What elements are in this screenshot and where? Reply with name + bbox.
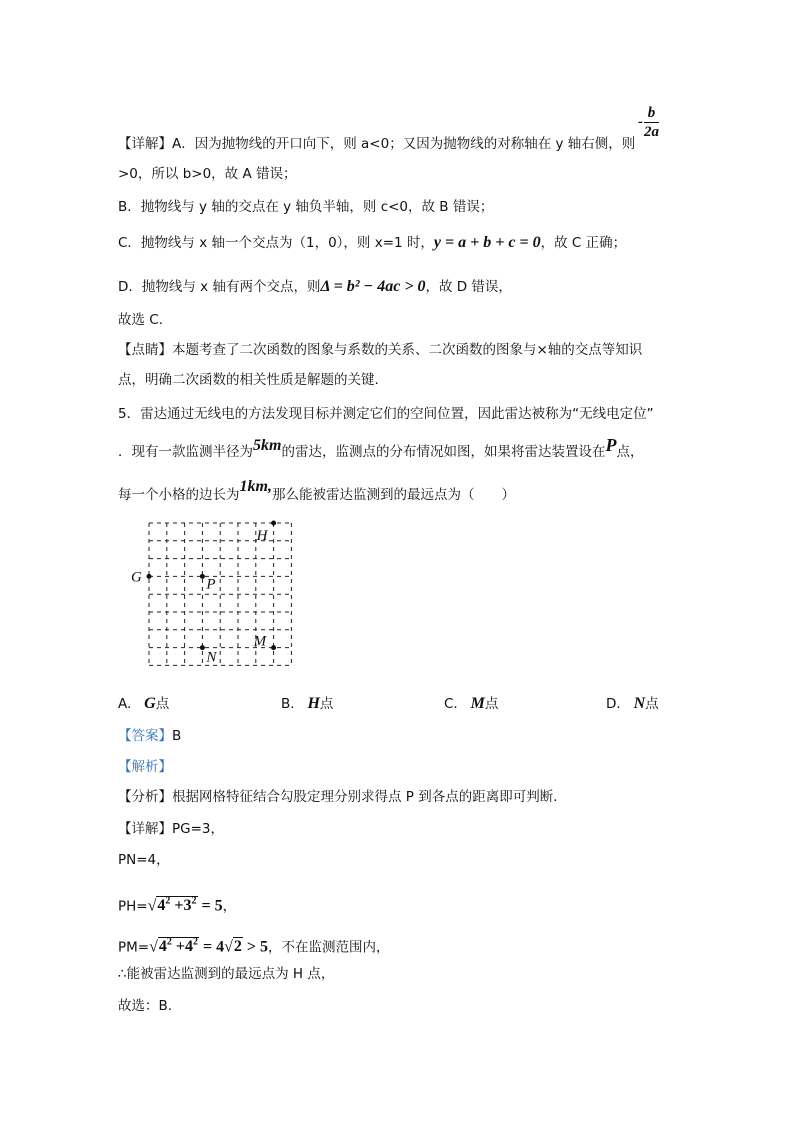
grid-label-n: N bbox=[206, 649, 217, 666]
question-line-1: 5．雷达通过无线电的方法发现目标并测定它们的空间位置，因此雷达被称为“无线电定位” bbox=[118, 406, 654, 422]
therefore-line: ∴能被雷达监测到的最远点为 H 点， bbox=[118, 966, 335, 982]
option-var: G bbox=[144, 695, 156, 712]
option-var: H bbox=[307, 695, 320, 712]
option-suffix: 点 bbox=[645, 696, 659, 712]
option-letter: A. bbox=[118, 696, 132, 712]
grid-point-m bbox=[271, 645, 276, 650]
denominator: 2a bbox=[644, 124, 659, 140]
grid-label-h: H bbox=[256, 528, 268, 544]
math-expression: y = a + b + c = 0 bbox=[433, 234, 541, 251]
text: ，故 C 正确； bbox=[540, 235, 627, 251]
detail-pm bbox=[118, 933, 390, 957]
choose-c: 故选 C. bbox=[118, 312, 164, 328]
text: 那么能被雷达监测到的最远点为（ ） bbox=[271, 487, 515, 503]
pm-formula: $√4^2 +4^2 = 4√2 > 5$ bbox=[149, 937, 269, 956]
text: C．抛物线与 x 轴一个交点为（1，0），则 x=1 时， bbox=[118, 235, 434, 251]
text: 点， bbox=[616, 444, 644, 460]
ph-result: 5 bbox=[214, 897, 223, 915]
text: 的雷达，监测点的分布情况如图，如果将雷达装置设在 bbox=[281, 444, 606, 460]
radius-value: 5km bbox=[253, 437, 282, 454]
analysis-text: 【分析】根据网格特征结合勾股定理分别求得点 P 到各点的距离即可判断． bbox=[118, 789, 567, 805]
text: ，不在监测范围内， bbox=[268, 939, 390, 956]
answer-label: 【答案】 bbox=[118, 728, 172, 744]
fraction-b-over-2a bbox=[638, 104, 659, 141]
answer-value: B bbox=[172, 728, 182, 744]
detail-line-b: B．抛物线与 y 轴的交点在 y 轴负半轴，则 c<0，故 B 错误； bbox=[118, 199, 494, 215]
text: ， bbox=[222, 898, 237, 915]
option-d[interactable] bbox=[606, 692, 659, 713]
math-expression: Δ = b² − 4ac > 0 bbox=[320, 278, 426, 295]
grid-label-g: G bbox=[131, 569, 142, 586]
comment-line-2: 点，明确二次函数的相关性质是解题的关键. bbox=[118, 372, 379, 388]
option-letter: B. bbox=[281, 696, 295, 712]
minus-sign: - bbox=[638, 114, 643, 130]
question-line-2 bbox=[118, 435, 644, 462]
grid-label-m: M bbox=[253, 633, 267, 650]
question-line-3 bbox=[118, 478, 515, 505]
ph-label: PH= bbox=[118, 898, 148, 915]
grid-point-p bbox=[200, 574, 205, 579]
ph-formula: $√4^2 +3^2 = 5$ bbox=[147, 896, 223, 915]
option-c[interactable] bbox=[444, 692, 498, 713]
option-var: M bbox=[470, 695, 485, 712]
grid-point-n bbox=[200, 645, 205, 650]
grid-figure bbox=[125, 515, 305, 675]
detail-pn: PN=4， bbox=[118, 852, 170, 868]
option-suffix: 点 bbox=[484, 696, 499, 712]
option-a[interactable] bbox=[118, 692, 169, 713]
answer-line bbox=[118, 726, 181, 746]
unit-value: 1km, bbox=[239, 478, 272, 495]
text: 【详解】A．因为抛物线的开口向下，则 a<0；又因为抛物线的对称轴在 y 轴右侧，则 bbox=[118, 136, 636, 152]
analysis-label: 【解析】 bbox=[118, 759, 172, 775]
grid-point-h bbox=[271, 521, 276, 526]
comment-line-1: 【点睛】本题考查了二次函数的图象与系数的关系、二次函数的图象与×轴的交点等知识 bbox=[118, 342, 643, 358]
detail-ph bbox=[118, 892, 236, 916]
option-suffix: 点 bbox=[155, 696, 170, 712]
choose-b: 故选：B. bbox=[118, 998, 173, 1014]
detail-line-a2: >0，所以 b>0，故 A 错误； bbox=[118, 166, 297, 182]
option-var: N bbox=[633, 695, 646, 712]
text: D．抛物线与 x 轴有两个交点，则 bbox=[118, 279, 321, 295]
point-p: P bbox=[605, 435, 617, 455]
grid-label-p: P bbox=[206, 576, 216, 593]
text: 每一个小格的边长为 bbox=[118, 487, 240, 503]
option-suffix: 点 bbox=[319, 696, 334, 712]
text: ，故 D 错误， bbox=[425, 279, 512, 295]
option-b[interactable] bbox=[281, 692, 333, 713]
text: ．现有一款监测半径为 bbox=[118, 444, 253, 460]
detail-line-c bbox=[118, 233, 626, 253]
option-letter: D. bbox=[606, 696, 621, 712]
numerator: b bbox=[644, 104, 659, 123]
pm-label: PM= bbox=[118, 939, 150, 956]
detail-pg: 【详解】PG=3， bbox=[118, 821, 225, 837]
option-letter: C. bbox=[444, 696, 458, 712]
detail-line-d bbox=[118, 277, 512, 297]
detail-line-a bbox=[118, 134, 635, 154]
grid-point-g bbox=[147, 574, 152, 579]
